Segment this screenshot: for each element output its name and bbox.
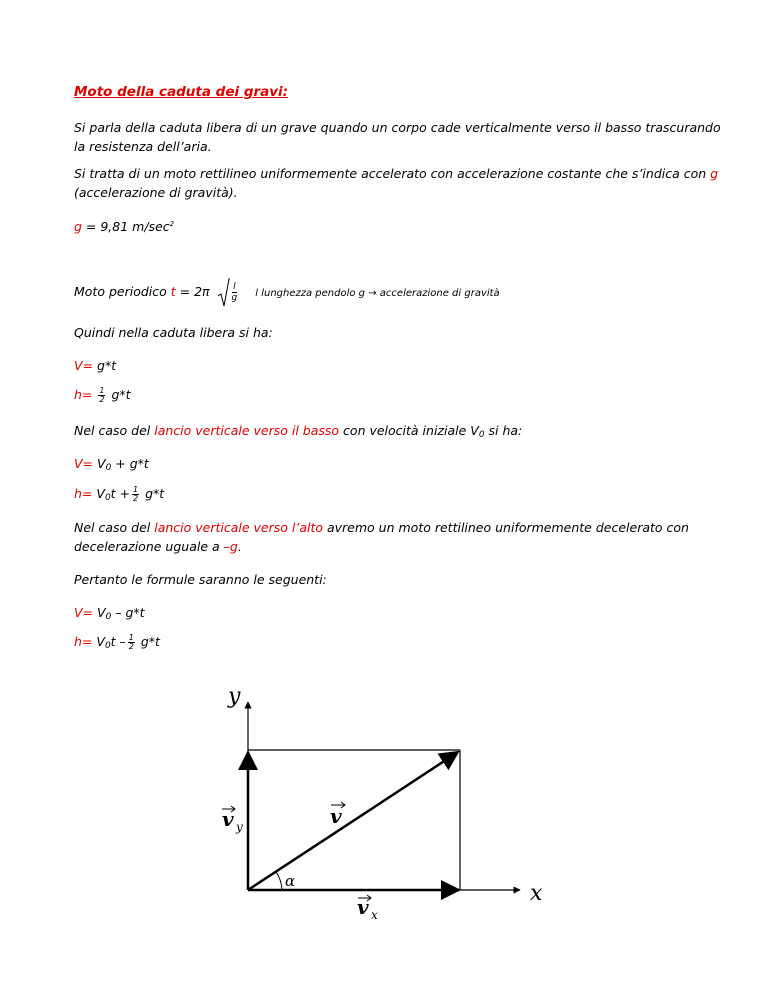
lancio-alto-text-2: decelerazione uguale a –g. — [74, 539, 242, 554]
formula-h-caduta: h= $\frac{1}{2}$ g*t — [74, 386, 131, 404]
v-label — [330, 802, 345, 828]
formula-v-lancio-basso: $V= V_0 + g*t$ — [74, 456, 149, 473]
alpha-angle-arc — [276, 872, 282, 890]
x-axis-label: x — [530, 881, 543, 906]
svg-text:y: y — [236, 820, 243, 834]
alpha-label: α — [285, 872, 296, 890]
pertanto-text: Pertanto le formule saranno le seguenti: — [74, 572, 327, 587]
svg-text:v: v — [222, 807, 234, 831]
quindi-text: Quindi nella caduta libera si ha: — [74, 325, 273, 340]
lancio-alto-text-1: Nel caso del lancio verticale verso l’alto avremo un moto rettilineo uniformemente decelerato con — [74, 520, 689, 535]
pendulum-legend: l lunghezza pendolo g → accelerazione di gravità — [255, 288, 500, 299]
paragraph-1-line-1: Si parla della caduta libera di un grave quando un corpo cade verticalmente verso il basso trascurando — [74, 120, 721, 135]
vx-label — [357, 895, 378, 922]
formula-h-lancio-basso: $h= V_0t$ + $\frac{1}{2}$ g*t — [74, 485, 165, 503]
formula-v-caduta: V= g*t — [74, 358, 117, 373]
paragraph-2-line-2: (accelerazione di gravità). — [74, 185, 238, 200]
svg-text:x: x — [371, 908, 378, 922]
section-title: Moto della caduta dei gravi: — [74, 84, 289, 100]
lancio-basso-text: Nel caso del lancio verticale verso il basso con velocità iniziale $V_0$ si ha: — [74, 423, 523, 440]
svg-text:v: v — [330, 804, 342, 828]
formula-h-lancio-alto: $h= V_0t$ – $\frac{1}{2}$ g*t — [74, 633, 160, 651]
formula-v-lancio-alto: $V= V_0 - g*t$ — [74, 605, 145, 622]
v-vector — [248, 752, 458, 890]
paragraph-2-line-1: Si tratta di un moto rettilineo uniformemente accelerato con accelerazione costante che s’indica con g — [74, 166, 719, 181]
y-axis-label: y — [228, 684, 241, 709]
svg-text:v: v — [357, 895, 369, 919]
periodic-motion-formula: Moto periodico t = 2π $\frac{l}{g}$ l lunghezza pendolo g → accelerazione di gravità — [74, 282, 500, 303]
paragraph-1-line-2: la resistenza dell’aria. — [74, 139, 212, 154]
sqrt-l-over-g: $\frac{l}{g}$ — [218, 282, 240, 303]
vy-label — [222, 806, 243, 834]
g-value-formula: g = 9,81 $m/\sec^2$ — [74, 219, 175, 234]
